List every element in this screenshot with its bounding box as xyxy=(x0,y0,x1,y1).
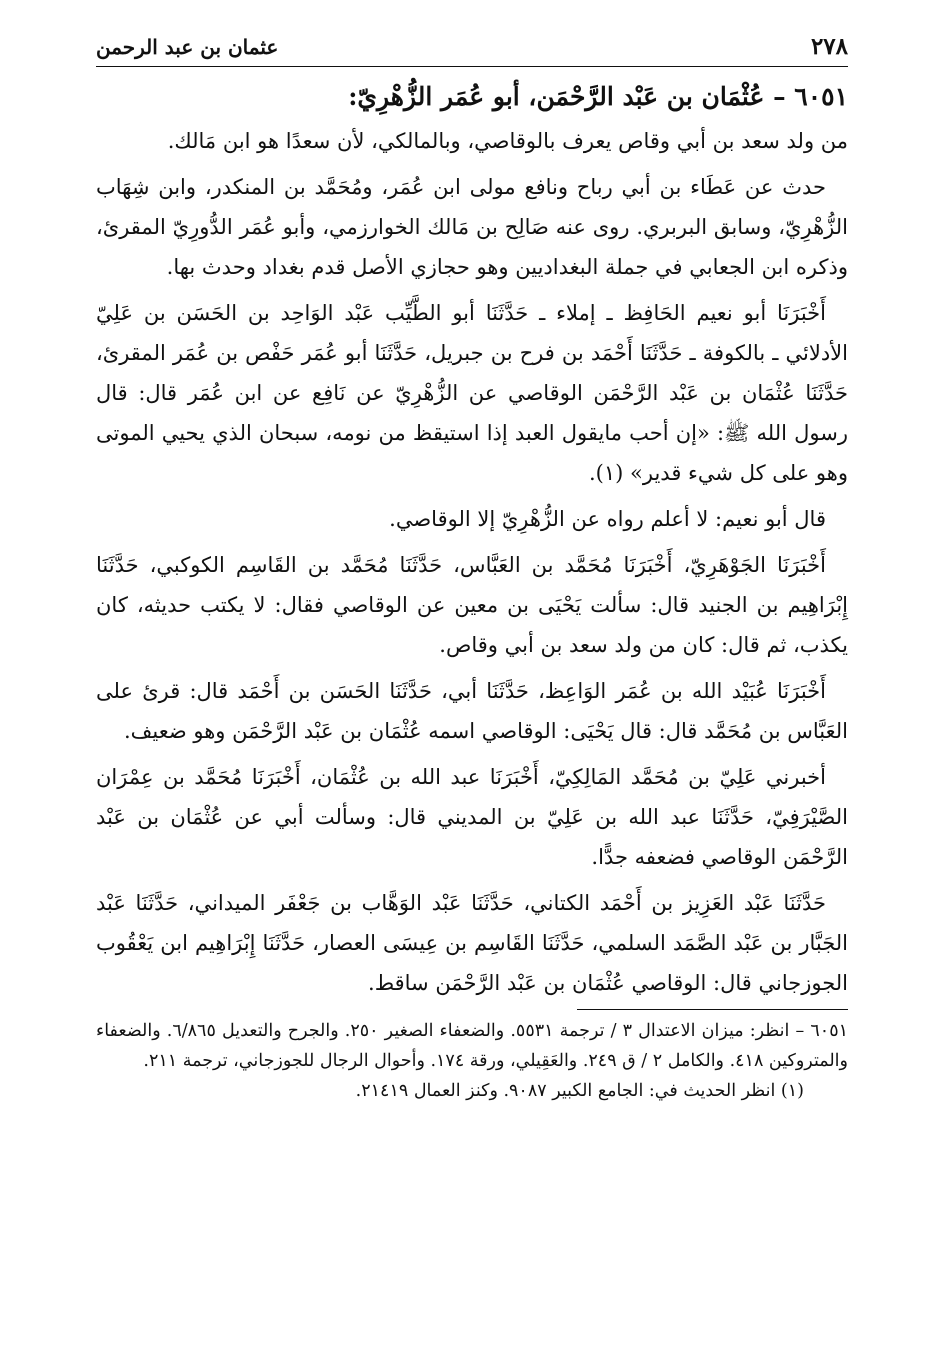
running-head xyxy=(96,30,848,67)
entry-body xyxy=(96,121,848,1003)
paragraph-hadith: أَخْبَرَنَا أبو نعيم الحَافِظ ـ إملاء ـ حَدَّثَنَا أبو الطَّيِّب عَبْد الوَاحِد بن الحَسَن بن عَلِيّ الأدلائي ـ بالكوفة ـ حَدَّثَنَا أَحْمَد بن فرح بن جبريل، حَدَّثَنَا أبو عُمَر حَفْص بن عُمَر المقرئ، حَدَّثَنَا عُثْمَان بن عَبْد الرَّحْمَن الوقاصي عن الزُّهْرِيّ عن نَافِع عن ابن عُمَر قال: قال رسول الله ﷺ: «إن أحب مايقول العبد إذا استيقظ من نومه، سبحان الذي يحيي الموتى وهو على كل شيء قدير» (١). xyxy=(96,301,848,485)
paragraph-jawhari: أَخْبَرَنَا الجَوْهَرِيّ، أَخْبَرَنَا مُحَمَّد بن العَبَّاس، حَدَّثَنَا مُحَمَّد بن القَاسِم الكوكبي، حَدَّثَنَا إِبْرَاهِيم بن الجنيد قال: سألت يَحْيَى بن معين عن الوقاصي فقال: لا يكتب حديثه، كان يكذب، ثم قال: كان من ولد سعد بن أبي وقاص. xyxy=(96,553,848,657)
paragraph-maliki: أخبرني عَلِيّ بن مُحَمَّد المَالِكِيّ، أَخْبَرَنَا عبد الله بن عُثْمَان، أَخْبَرَنَا مُحَمَّد بن عِمْرَان الصَّيْرَفِيّ، حَدَّثَنَا عبد الله بن عَلِيّ بن المديني قال: وسألت أبي عن عُثْمَان بن عَبْد الرَّحْمَن الوقاصي فضعفه جدًّا. xyxy=(96,765,848,869)
paragraph-abu-nuaym: قال أبو نعيم: لا أعلم رواه عن الزُّهْرِيّ إلا الوقاصي. xyxy=(389,507,826,531)
footnote-sources: ٦٠٥١ – انظر: ميزان الاعتدال ٣ / ترجمة ٥٥٣١. والضعفاء الصغير ٢٥٠. والجرح والتعديل ٦/٨٦٥. والضعفاء والمتروكين ٤١٨. والكامل ٢ / ق ٢٤٩. والعَقِيلي، ورقة ١٧٤. وأحوال الرجال للجوزجاني، ترجمة ٢١١. xyxy=(96,1021,848,1071)
page-number: ٢٧٨ xyxy=(810,33,848,60)
paragraph-kattani: حَدَّثَنَا عَبْد العَزِيز بن أَحْمَد الكتاني، حَدَّثَنَا عَبْد الوَهَّاب بن جَعْفَر الميداني، حَدَّثَنَا عَبْد الجَبَّار بن عَبْد الصَّمَد السلمي، حَدَّثَنَا القَاسِم بن عِيسَى العصار، حَدَّثَنَا إِبْرَاهِيم ابن يَعْقُوب الجوزجاني قال: الوقاصي عُثْمَان بن عَبْد الرَّحْمَن ساقط. xyxy=(96,891,848,995)
paragraph-narrators: حدث عن عَطَاء بن أبي رباح ونافع مولى ابن عُمَر، ومُحَمَّد بن المنكدر، وابن شِهَاب الزُّهْرِيّ، وسابق البربري. روى عنه صَالِح بن مَالك الخوارزمي، وأبو عُمَر الدُّورِيّ المقرئ، وذكره ابن الجعابي في جملة البغداديين وهو حجازي الأصل قدم بغداد وحدث بها. xyxy=(96,175,848,279)
entry-heading: ٦٠٥١ – عُثْمَان بن عَبْد الرَّحْمَن، أبو عُمَر الزُّهْرِيّ: xyxy=(348,82,848,111)
footnotes xyxy=(96,1016,848,1106)
document-page xyxy=(96,30,848,1106)
paragraph-lineage: من ولد سعد بن أبي وقاص يعرف بالوقاصي، وبالمالكي، لأن سعدًا هو ابن مَالك. xyxy=(167,129,848,153)
paragraph-waiz: أَخْبَرَنَا عُبَيْد الله بن عُمَر الوَاعِظ، حَدَّثَنَا أبي، حَدَّثَنَا الحَسَن بن أَحْمَد قال: قرئ على العَبَّاس بن مُحَمَّد قال: قال يَحْيَى: الوقاصي اسمه عُثْمَان بن عَبْد الرَّحْمَن وهو ضعيف. xyxy=(96,679,848,743)
running-head-title: عثمان بن عبد الرحمن xyxy=(96,35,279,59)
footnote-1: (١) انظر الحديث في: الجامع الكبير ٩٠٨٧. وكنز العمال ٢١٤١٩. xyxy=(355,1081,804,1101)
footnote-separator xyxy=(577,1009,848,1010)
